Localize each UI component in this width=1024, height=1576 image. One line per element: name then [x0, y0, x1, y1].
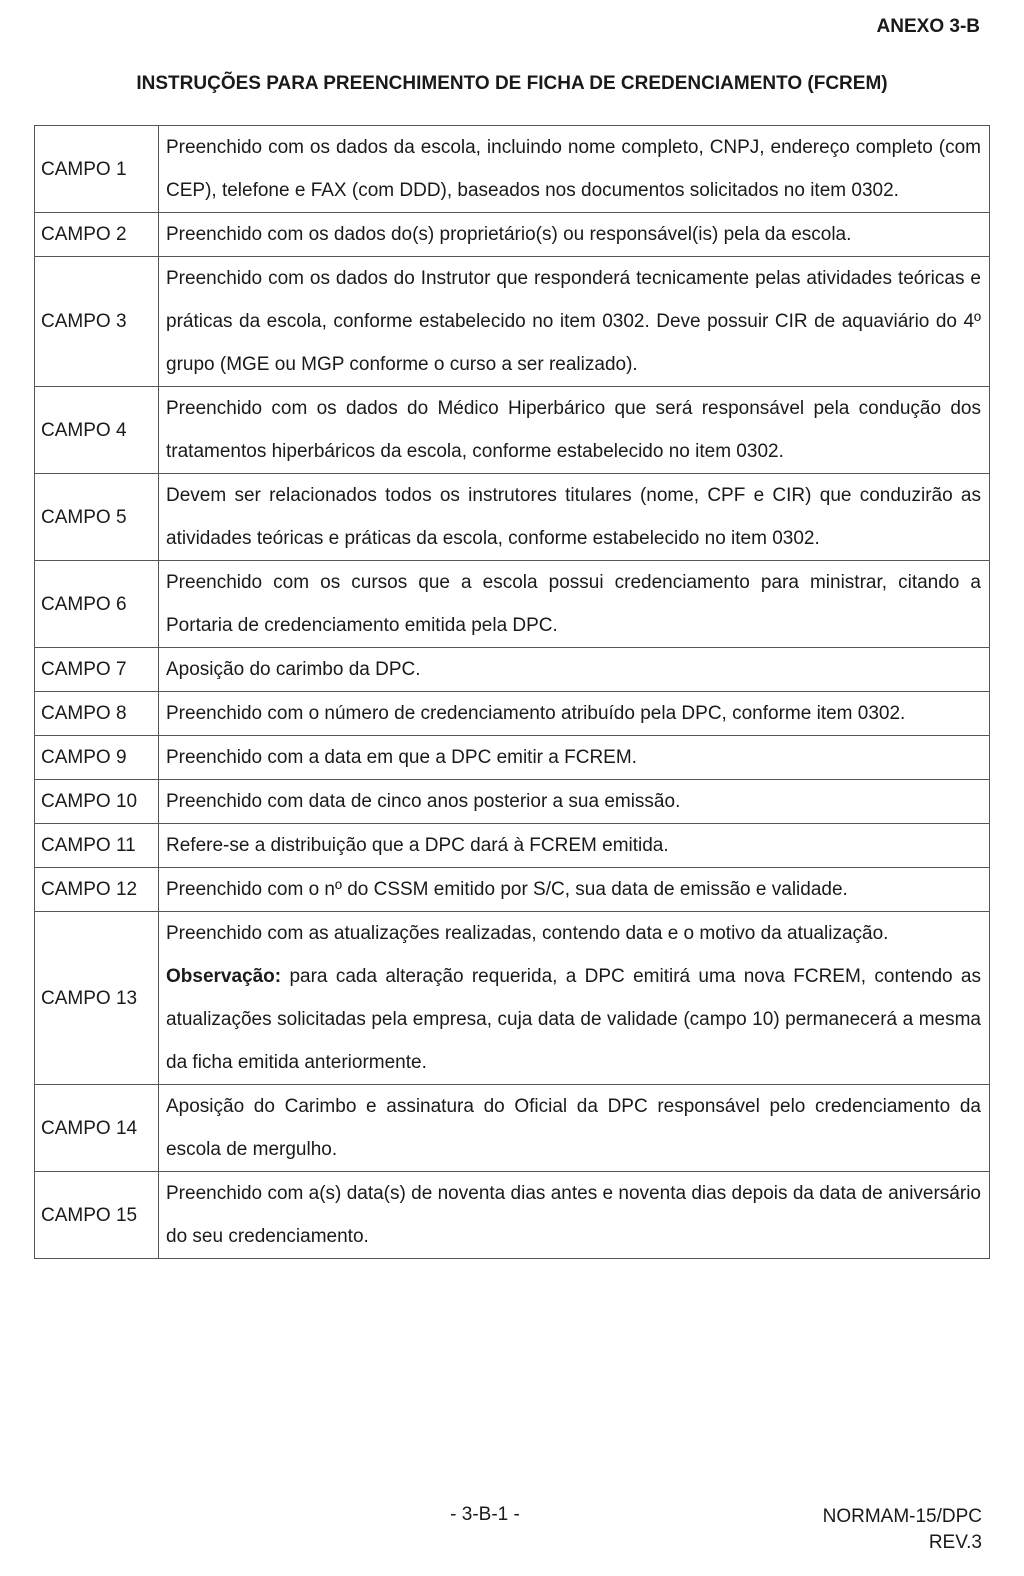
table-row — [35, 868, 990, 912]
table-row — [35, 824, 990, 868]
table-row — [35, 474, 990, 561]
field-description: Preenchido com os dados do(s) proprietário(s) ou responsável(is) pela da escola. — [159, 213, 990, 257]
field-description — [159, 912, 990, 1085]
document-reference — [823, 1504, 982, 1556]
field-label: CAMPO 3 — [35, 257, 159, 387]
table-row — [35, 257, 990, 387]
field-label: CAMPO 10 — [35, 780, 159, 824]
table-row — [35, 213, 990, 257]
fields-table — [34, 125, 990, 1259]
page-title: INSTRUÇÕES PARA PREENCHIMENTO DE FICHA DE CREDENCIAMENTO (FCREM) — [136, 73, 888, 94]
table-row — [35, 736, 990, 780]
table-row — [35, 387, 990, 474]
field-description: Preenchido com a(s) data(s) de noventa dias antes e noventa dias depois da data de aniversário do seu credenciamento. — [159, 1172, 990, 1259]
field-description-text: Preenchido com as atualizações realizadas, contendo data e o motivo da atualização. — [166, 923, 889, 944]
table-row — [35, 692, 990, 736]
field-description: Preenchido com os dados do Médico Hiperbárico que será responsável pela condução dos tratamentos hiperbáricos da escola, conforme estabelecido no item 0302. — [159, 387, 990, 474]
field-label: CAMPO 9 — [35, 736, 159, 780]
document-revision: REV.3 — [928, 1532, 982, 1553]
field-description: Preenchido com os dados da escola, incluindo nome completo, CNPJ, endereço completo (com CEP), telefone e FAX (com DDD), baseados nos documentos solicitados no item 0302. — [159, 126, 990, 213]
field-description: Preenchido com o nº do CSSM emitido por S/C, sua data de emissão e validade. — [159, 868, 990, 912]
field-label: CAMPO 8 — [35, 692, 159, 736]
field-description: Preenchido com os cursos que a escola possui credenciamento para ministrar, citando a Portaria de credenciamento emitida pela DPC. — [159, 561, 990, 648]
field-description: Preenchido com data de cinco anos posterior a sua emissão. — [159, 780, 990, 824]
field-label: CAMPO 15 — [35, 1172, 159, 1259]
field-label: CAMPO 14 — [35, 1085, 159, 1172]
field-description: Preenchido com os dados do Instrutor que responderá tecnicamente pelas atividades teóricas e práticas da escola, conforme estabelecido no item 0302. Deve possuir CIR de aquaviário do 4º grupo (MGE ou MGP conforme o curso a ser realizado). — [159, 257, 990, 387]
field-description: Preenchido com a data em que a DPC emitir a FCREM. — [159, 736, 990, 780]
field-description: Aposição do carimbo da DPC. — [159, 648, 990, 692]
table-row — [35, 561, 990, 648]
field-label: CAMPO 1 — [35, 126, 159, 213]
observation-text: para cada alteração requerida, a DPC emitirá uma nova FCREM, contendo as atualizações solicitadas pela empresa, cuja data de validade (campo 10) permanecerá a mesma da ficha emitida anteriormente. — [166, 966, 981, 1073]
annex-label: ANEXO 3-B — [876, 16, 980, 37]
field-label: CAMPO 13 — [35, 912, 159, 1085]
table-row — [35, 780, 990, 824]
page-number: - 3-B-1 - — [450, 1504, 520, 1525]
table-row — [35, 648, 990, 692]
field-description: Devem ser relacionados todos os instrutores titulares (nome, CPF e CIR) que conduzirão as atividades teóricas e práticas da escola, conforme estabelecido no item 0302. — [159, 474, 990, 561]
field-label: CAMPO 4 — [35, 387, 159, 474]
table-row — [35, 912, 990, 1085]
table-row — [35, 1172, 990, 1259]
table-row — [35, 126, 990, 213]
field-label: CAMPO 6 — [35, 561, 159, 648]
field-label: CAMPO 11 — [35, 824, 159, 868]
field-label: CAMPO 5 — [35, 474, 159, 561]
observation-label: Observação: — [166, 966, 282, 987]
observation-note — [166, 955, 981, 1084]
field-description: Preenchido com o número de credenciamento atribuído pela DPC, conforme item 0302. — [159, 692, 990, 736]
table-row — [35, 1085, 990, 1172]
field-label: CAMPO 12 — [35, 868, 159, 912]
field-label: CAMPO 2 — [35, 213, 159, 257]
field-description: Refere-se a distribuição que a DPC dará à FCREM emitida. — [159, 824, 990, 868]
document-code: NORMAM-15/DPC — [822, 1506, 982, 1527]
field-description: Aposição do Carimbo e assinatura do Oficial da DPC responsável pelo credenciamento da escola de mergulho. — [159, 1085, 990, 1172]
field-label: CAMPO 7 — [35, 648, 159, 692]
